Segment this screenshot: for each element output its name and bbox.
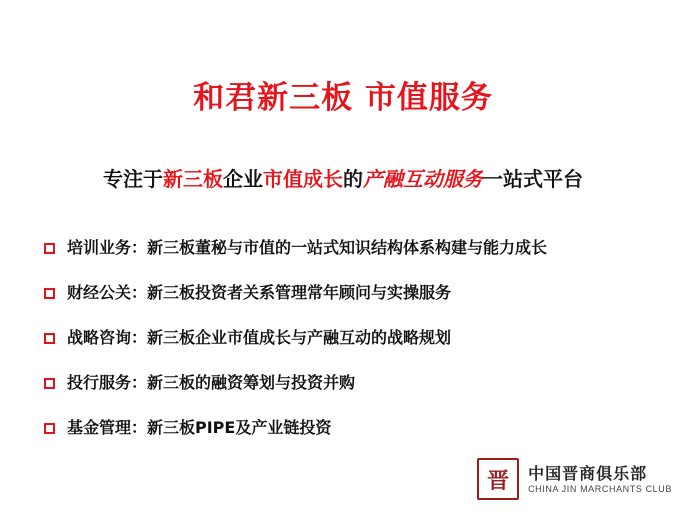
square-bullet-icon [44, 378, 55, 389]
square-bullet-icon [44, 333, 55, 344]
list-item-label: 战略咨询：新三板企业市值成长与产融互动的战略规划 [67, 328, 452, 347]
list-item-label: 财经公关：新三板投资者关系管理常年顾问与实操服务 [67, 283, 452, 302]
subtitle-part-2-highlight: 新三板 [163, 167, 223, 191]
square-bullet-icon [44, 423, 55, 434]
list-item-label: 投行服务：新三板的融资筹划与投资并购 [67, 373, 356, 392]
list-item-label: 基金管理：新三板PIPE及产业链投资 [67, 418, 332, 437]
subtitle-part-3: 企业 [223, 167, 263, 191]
subtitle-part-4-highlight: 市值成长 [263, 167, 343, 191]
subtitle-part-1: 专注于 [103, 167, 163, 191]
square-bullet-icon [44, 288, 55, 299]
subtitle-part-5: 的 [343, 167, 363, 191]
list-item [44, 283, 664, 305]
list-item [44, 328, 664, 350]
subtitle-part-6-highlight: 产融互动服务 [363, 167, 483, 191]
footer-name-cn: 中国晋商俱乐部 [528, 463, 648, 483]
footer-name-en: CHINA JIN MARCHANTS CLUB [528, 483, 672, 494]
square-bullet-icon [44, 243, 55, 254]
slide-title: 和君新三板 市值服务 [193, 80, 493, 116]
list-item [44, 418, 664, 440]
list-item-label: 培训业务：新三板董秘与市值的一站式知识结构体系构建与能力成长 [67, 238, 548, 257]
list-item [44, 373, 664, 395]
footer-text-block [528, 464, 672, 495]
club-logo-icon: 晋 [477, 458, 519, 500]
footer-branding [477, 458, 672, 500]
list-item [44, 238, 664, 260]
bullet-list [44, 238, 664, 463]
slide-subtitle [0, 163, 686, 192]
subtitle-part-7: 一站式平台 [483, 167, 583, 191]
